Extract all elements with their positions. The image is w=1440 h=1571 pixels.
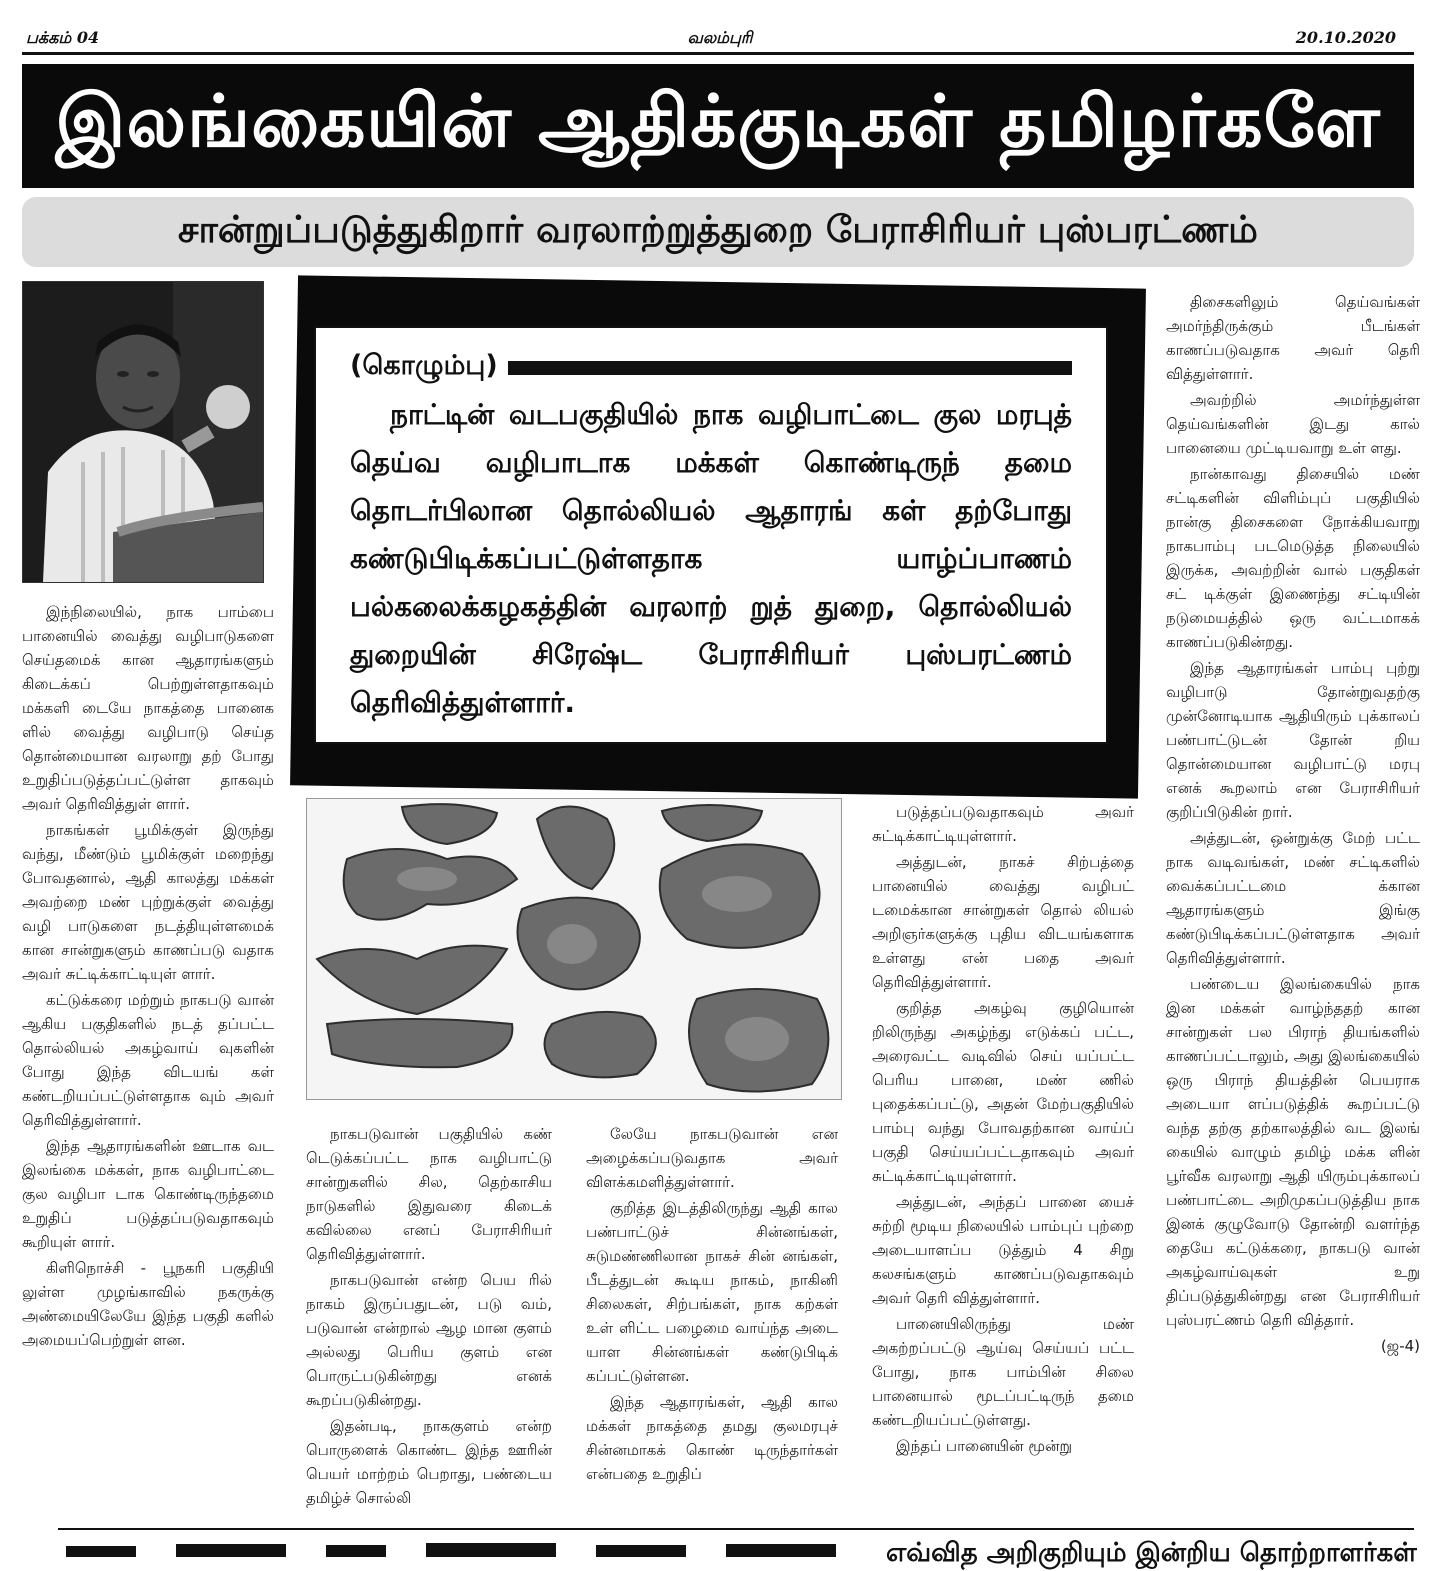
next-article-headline-fragment (56, 1540, 856, 1557)
paragraph: அவற்றில் அமர்ந்துள்ள தெய்வங்களின் இடது கால் பானையை முட்டியவாறு உள் ளது. (1166, 391, 1420, 457)
reporter-signature: (ஜ-4) (1380, 1337, 1420, 1355)
portrait-illustration (23, 282, 263, 582)
subheadline-banner (22, 197, 1414, 267)
paragraph: நாகபடுவான் பகுதியில் கண் டெடுக்கப்பட்ட நாக வழிபாட்டு சான்றுகளில் சில, தெற்காசிய நாடுகளில் இதுவரை கிடைக் கவில்லை எனப் பேராசிரியர் தெரிவித்துள்ளார். (306, 1125, 552, 1263)
artifacts-illustration (307, 799, 841, 1099)
dateline-row (350, 350, 1072, 385)
subheadline: சான்றுப்படுத்துகிறார் வரலாற்றுத்துறை பேராசிரியர் புஸ்பரட்ணம் (178, 208, 1258, 251)
column-3 (586, 1122, 838, 1522)
paragraph: லேயே நாகபடுவான் என அழைக்கப்படுவதாக அவர் விளக்கமளித்துள்ளார். (586, 1125, 838, 1191)
paragraph: நான்காவது திசையில் மண் சட்டிகளின் விளிம்புப் பகுதியில் நான்கு திசைகளை நோக்கியவாறு நாகபாம்பு படமெடுத்த நிலையில் இருக்க, அவற்றின் வால் பகுதிகள் சட் டிக்குள் இணைந்து சட்டியின் நடுமையத்தில் ஒரு வட்டமாகக் காணப்படுகின்றது. (1166, 465, 1420, 651)
issue-date: 20.10.2020 (1295, 28, 1396, 47)
masthead-name: வலம்புரி (687, 28, 753, 47)
intro-box (314, 326, 1108, 744)
paragraph: கிளிநொச்சி - பூநகரி பகுதியி லுள்ள முழங்காவில் நகருக்கு அண்மையிலேயே இந்த பகுதி களில் அமையப்பெற்றுள் ளன. (22, 1259, 274, 1349)
dateline-bar (508, 361, 1072, 375)
headline-banner (22, 64, 1414, 188)
paragraph: இந்த ஆதாரங்கள் பாம்பு புற்று வழிபாடு தோன்றுவதற்கு முன்னோடியாக ஆதியிரும் புக்காலப் பண்பாட்டுடன் தோன் றிய தொன்மையான வழிபாட்டு மரபு எனக் கூறலாம் என பேராசிரியர் குறிப்பிடுகின் றார். (1166, 659, 1420, 821)
paragraph: படுத்தப்படுவதாகவும் அவர் சுட்டிக்காட்டியுள்ளார். (872, 803, 1134, 845)
paragraph: கட்டுக்கரை மற்றும் நாகபடு வான் ஆகிய பகுதிகளில் நடத் தப்பட்ட தொல்லியல் அகழ்வாய் வுகளின் போது இந்த விடயங் கள் கண்டறியப்பட்டுள்ளதாக வும் அவர் தெரிவித்துள்ளார். (22, 991, 274, 1129)
headline: இலங்கையின் ஆதிக்குடிகள் தமிழர்களே (55, 79, 1381, 163)
column-5 (1166, 290, 1420, 1522)
column-2 (306, 1122, 552, 1522)
paragraph: இந்தப் பானையின் மூன்று (896, 1437, 1073, 1455)
paragraph: இந்த ஆதாரங்கள், ஆதி கால மக்கள் நாகத்தை தமது குலமரபுச் சின்னமாகக் கொண் டிருந்தார்கள் என்பதை உறுதிப் (586, 1393, 838, 1483)
intro-paragraph: நாட்டின் வடபகுதியில் நாக வழிபாட்டை குல மரபுத் தெய்வ வழிபாடாக மக்கள் கொண்டிருந் தமை தொடர்பிலான தொல்லியல் ஆதாரங் கள் தற்போது கண்டுபிடிக்கப்பட்டுள்ளதாக யாழ்ப்பாணம் பல்கலைக்கழகத்தின் வரலாற் றுத் துறை, தொல்லியல் துறையின் சிரேஷ்ட பேராசிரியர் புஸ்பரட்ணம் தெரிவித்துள்ளார். (350, 398, 1072, 719)
paragraph: நாகங்கள் பூமிக்குள் இருந்து வந்து, மீண்டும் பூமிக்குள் மறைந்து போவதனால், ஆதி காலத்து மக்கள் அவற்றை மண் புற்றுக்குள் வைத்து வழி பாடுகளை நடத்தியுள்ளமைக் கான சான்றுகளும் காணப்படு வதாக அவர் சுட்டிக்காட்டியுள் ளார். (22, 821, 274, 983)
professor-photo (22, 281, 264, 583)
footer-rule (58, 1528, 1414, 1530)
paragraph: அத்துடன், ஒன்றுக்கு மேற் பட்ட நாக வடிவங்கள், மண் சட்டிகளில் வைக்கப்பட்டமை க்கான ஆதாரங்களும் இங்கு கண்டுபிடிக்கப்பட்டுள்ளதாக அவர் தெரிவித்துள்ளார். (1166, 829, 1420, 967)
dateline: (கொழும்பு) (350, 350, 498, 381)
paragraph: குறித்த இடத்திலிருந்து ஆதி கால பண்பாட்டுச் சின்னங்கள், சுடுமண்ணிலான நாகச் சின் னங்கள், பீடத்துடன் கூடிய நாகம், நாகினி சிலைகள், சிற்பங்கள், நாக கற்கள் உள் ளிட்ட பழைமை வாய்ந்த அடை யாள சின்னங்கள் கண்டுபிடிக் கப்பட்டுள்ளன. (586, 1199, 838, 1385)
paragraph: நாகபடுவான் என்ற பெய ரில் நாகம் இருப்பதுடன், படு வம், படுவான் என்றால் ஆழ மான குளம் அல்லது பெரிய குளம் என பொருட்படுகின்றது எனக் கூறப்படுகின்றது. (306, 1271, 552, 1409)
paragraph: திசைகளிலும் தெய்வங்கள் அமர்ந்திருக்கும் பீடங்கள் காணப்படுவதாக அவர் தெரி வித்துள்ளார். (1166, 293, 1420, 383)
paragraph: இந்த ஆதாரங்களின் ஊடாக வட இலங்கை மக்கள், நாக வழிபாட்டை குல வழிபா டாக கொண்டிருந்தமை உறுதிப் படுத்தப்படுவதாகவும் கூறியுள் ளார். (22, 1137, 274, 1251)
paragraph: இதன்படி, நாககுளம் என்ற பொருளைக் கொண்ட இந்த ஊரின் பெயர் மாற்றம் பெறாது, பண்டைய தமிழ்ச் சொல்லி (306, 1417, 552, 1507)
paragraph: அத்துடன், நாகச் சிற்பத்தை பானையில் வைத்து வழிபட் டமைக்கான சான்றுகள் தொல் லியல் அறிஞர்களுக்கு புதிய விடயங்களாக உள்ளது என் பதை அவர் தெரிவித்துள்ளார். (872, 853, 1134, 991)
paragraph: அத்துடன், அந்தப் பானை யைச் சுற்றி மூடிய நிலையில் பாம்புப் புற்றை அடையாளப்ப டுத்தும் 4 சிறு கலசங்களும் காணப்படுவதாகவும் அவர் தெரி வித்துள்ளார். (872, 1193, 1134, 1307)
page-number: பக்கம் 04 (26, 28, 100, 47)
artifacts-photo (306, 798, 842, 1100)
column-4 (872, 800, 1134, 1522)
column-1 (22, 600, 274, 1520)
header-rule (22, 52, 1414, 55)
paragraph: பண்டைய இலங்கையில் நாக இன மக்கள் வாழ்ந்ததற் கான சான்றுகள் பல பிராந் தியங்களில் காணப்பட்டாலும், அது இலங்கையில் ஒரு பிராந் தியத்தின் பெயராக அடையா ளப்படுத்திக் கூறப்பட்டு வந்த தற்கு தற்காலத்தில் வட இலங் கையில் வாழும் தமிழ் மக்க ளின் பூர்வீக வரலாறு ஆதி யிரும்புக்காலப் பண்பாட்டை அறிமுகப்படுத்திய நாக இனக் குழுவோடு தோன்றி வளர்ந்த தையே கட்டுக்கரை, நாகபடு வான் அகழ்வாய்வுகள் உறு திப்படுத்துகின்றது என பேராசிரியர் புஸ்பரட்ணம் தெரி வித்தார். (1166, 975, 1420, 1329)
paragraph: குறித்த அகழ்வு குழியொன் றிலிருந்து அகழ்ந்து எடுக்கப் பட்ட, அரைவட்ட வடிவில் செய் யப்பட்ட பெரிய பானை, மண் ணில் புதைக்கப்பட்டு, அதன் மேற்பகுதியில் பாம்பு வந்து போவதற்கான வாய்ப் பகுதி செய்யப்பட்டதாகவும் அவர் சுட்டிக்காட்டியுள்ளார். (872, 999, 1134, 1185)
paragraph: இந்நிலையில், நாக பாம்பை பானையில் வைத்து வழிபாடுகளை செய்தமைக் கான ஆதாரங்களும் கிடைக்கப் பெற்றுள்ளதாகவும் மக்களி டையே நாகத்தை பானைக ளில் வைத்து வழிபாடு செய்த தொன்மையான வரலாறு தற் போது உறுதிப்படுத்தப்பட்டுள்ள தாகவும் அவர் தெரிவித்துள் ளார். (22, 603, 274, 813)
paragraph: பானையிலிருந்து மண் அகற்றப்பட்டு ஆய்வு செய்யப் பட்ட போது, நாக பாம்பின் சிலை பானையால் மூடப்பட்டிருந் தமை கண்டறியப்பட்டுள்ளது. (872, 1315, 1134, 1429)
next-article-headline: எவ்வித அறிகுறியும் இன்றிய தொற்றாளர்கள் (886, 1538, 1417, 1568)
